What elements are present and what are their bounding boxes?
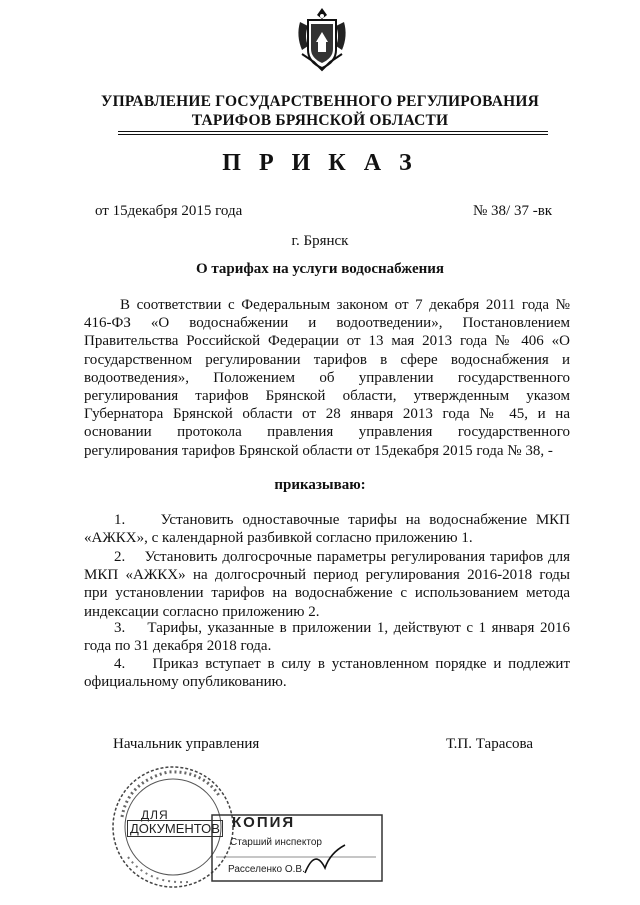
order-item-text: Тарифы, указанные в приложении 1, действуют с 1 января 2016 года по 31 декабря 2018 года. — [84, 620, 570, 655]
document-city: г. Брянск — [291, 233, 349, 249]
coat-of-arms-emblem — [294, 6, 350, 72]
order-word: приказываю: — [274, 477, 366, 493]
order-item-text: Приказ вступает в силу в установленном порядке и подлежит официальному опубликованию. — [84, 656, 570, 691]
order-item-text: Установить долгосрочные параметры регулирования тарифов для МКП «АЖКХ» на долгосрочный период регулирования 2016-2018 годы при установлении тарифов на водоснабжение с использованием метода индексации согласно приложению 2. — [84, 549, 571, 620]
order-item-number: 2. — [114, 549, 126, 565]
document-title: П Р И К А З — [222, 150, 418, 176]
order-item-1 — [84, 511, 570, 547]
organization-name-line1: УПРАВЛЕНИЕ ГОСУДАРСТВЕННОГО РЕГУЛИРОВАНИЯ — [101, 93, 539, 110]
order-item-number: 3. — [114, 620, 126, 636]
seal-text-line2: ДОКУМЕНТОВ — [127, 820, 223, 837]
document-number: № 38/ 37 -вк — [473, 203, 553, 219]
copy-stamp-position: Старший инспектор — [230, 837, 322, 848]
order-item-number: 4. — [114, 656, 126, 672]
document-subject: О тарифах на услуги водоснабжения — [195, 261, 445, 277]
order-item-2 — [84, 548, 570, 621]
copy-stamp-person: Расселенко О.В. — [228, 864, 305, 875]
order-item-4 — [84, 655, 570, 691]
signatory-name: Т.П. Тарасова — [446, 736, 534, 752]
signatory-role: Начальник управления — [113, 736, 260, 752]
seal-text-line1: ДЛЯ — [141, 808, 169, 822]
header-divider-thin — [118, 134, 548, 135]
order-item-3 — [84, 619, 570, 655]
order-item-text: Установить одноставочные тарифы на водоснабжение МКП «АЖКХ», с календарной разбивкой согласно приложению 1. — [84, 512, 570, 547]
copy-stamp-label: КОПИЯ — [232, 814, 296, 831]
organization-name-line2: ТАРИФОВ БРЯНСКОЙ ОБЛАСТИ — [191, 112, 449, 129]
preamble-paragraph: В соответствии с Федеральным законом от 7 декабря 2011 года № 416-ФЗ «О водоснабжении и водоотведении», Постановлением Правительства Российской Федерации от 13 мая 2013 года № 406 «О государственном регулировании тарифов в сфере водоснабжения и водоотведения», Положением об управлении государственного регулирования тарифов Брянской области, утвержденным указом Губернатора Брянской области от 28 января 2013 года № 45, и на основании протокола правления управления государственного регулирования тарифов Брянской области от 15декабря 2015 года № 38, - — [84, 297, 570, 459]
document-date: от 15декабря 2015 года — [95, 203, 243, 219]
order-item-number: 1. — [114, 512, 126, 528]
header-divider — [118, 131, 548, 132]
